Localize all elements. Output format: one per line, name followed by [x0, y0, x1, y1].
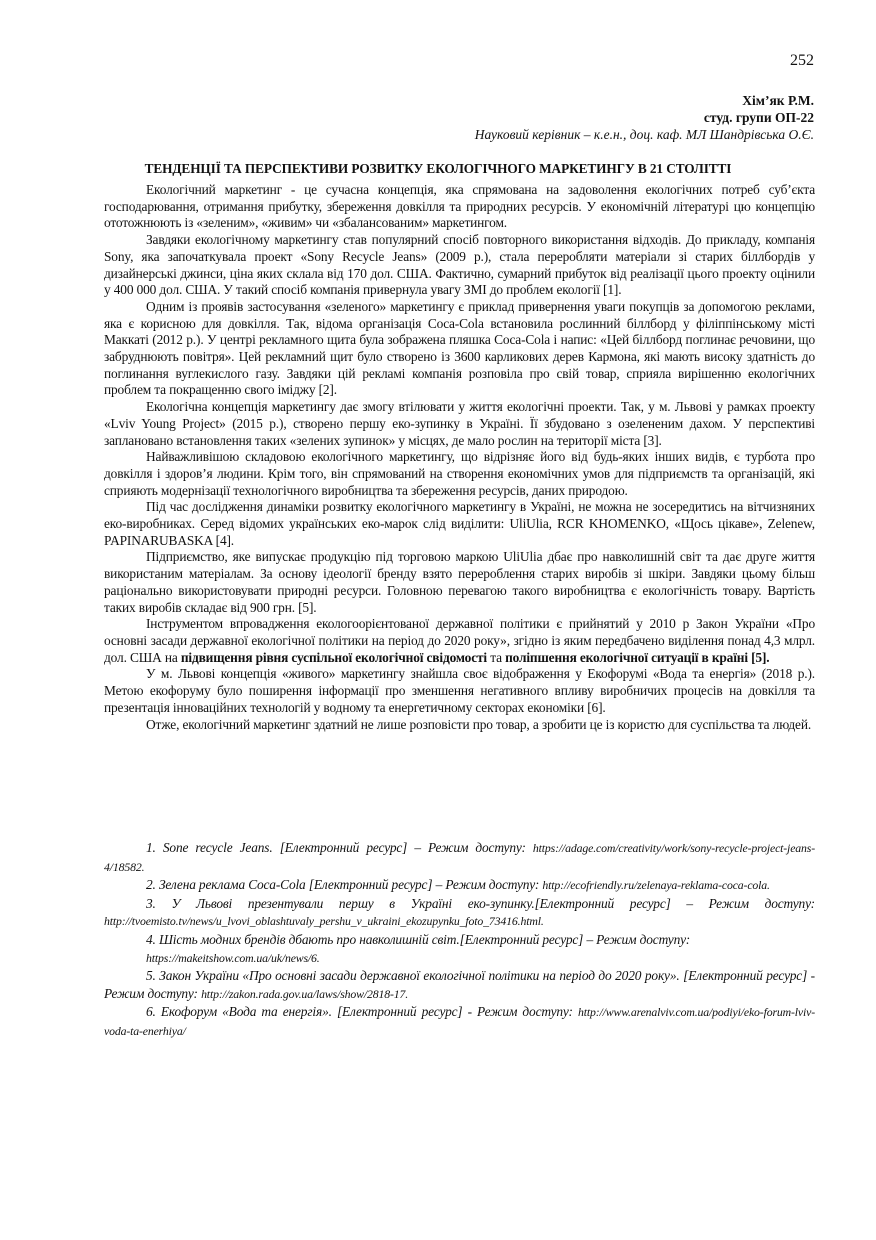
paragraph-law [104, 616, 815, 666]
reference-link[interactable]: http://www.arenalviv.com.ua/podiyi/eko-forum-lviv-voda-ta-enerhiya/ [104, 1005, 815, 1038]
reference-link[interactable]: http://ecofriendly.ru/zelenaya-reklama-coca-cola. [542, 878, 770, 893]
reference-link[interactable]: https://makeitshow.com.ua/uk/news/6. [146, 950, 320, 965]
reference-text: 2. Зелена реклама Coca-Cola [Електронний ресурс] – Режим доступу: [146, 877, 543, 893]
paragraph: Одним із проявів застосування «зеленого» маркетингу є приклад привернення уваги покупців за допомогою реклами, яка є корисною для довкілля. Так, відома організація Coca-Cola встановила рослинний біллборд у філіппінському місті Маккаті (2012 р.). У центрі рекламного щита була зображена пляшка Coca-Cola і напис: «Цей біллборд поглинає речовини, що забруднюють повітря». Цей рекламний щит було створено із 3600 карликових дерев Кармона, які мають високу здатність до поглинання вуглекислого газу. Завдяки цій рекламі компанія розповіла про свій товар, сприяла вирішенню екологічних проблем та покращенню свого іміджу [2]. [104, 298, 815, 398]
paragraph: Найважливішою складовою екологічного маркетингу, що відрізняє його від будь-яких інших видів, є турбота про довкілля і здоров’я людини. Крім того, він спрямований на створення економічних умов для підприємств та організацій, які сприяють модернізації технологічного виробництва та збереження ресурсів, даних природою. [104, 449, 815, 498]
reference-item [104, 931, 815, 967]
reference-link[interactable]: http://zakon.rada.gov.ua/laws/show/2818-17. [201, 986, 409, 1001]
paragraph-conclusion: Отже, екологічний маркетинг здатний не лише розповісти про товар, а зробити це із користю для суспільства та людей. [146, 716, 812, 732]
law-text: Інструментом впровадження екологоорієнтованої державної політики є прийнятий у 2010 р Закон України «Про основні засади державної екологічної політики на період до 2020 року», згідно із яким передбачено виділення понад 4,3 млрл. дол. США на [104, 616, 815, 665]
references-list [104, 839, 815, 1041]
reference-item [104, 895, 815, 931]
supervisor: Науковий керівник – к.е.н., доц. каф. МЛ Шандрівська О.Є. [474, 127, 814, 142]
paragraph: Підприємство, яке випускає продукцію під торговою маркою UliUlia дбає про навколишній світ та дає друге життя використаним матеріалам. За основу ідеології бренду взято перероблення старих виробів зі шкіри. Завдяки цьому більш раціонально використовувати природні ресурси. Головною перевагою такого виробництва є екологічність товару. Вартість таких виробів складає від 900 грн. [5]. [104, 549, 815, 615]
reference-link[interactable]: https://adage.com/creativity/work/sony-recycle-project-jeans-4/18582. [104, 841, 815, 874]
reference-text: 1. Sone recycle Jeans. [Електронний ресурс] – Режим доступу: [146, 840, 533, 855]
author-group: студ. групи ОП-22 [703, 110, 814, 125]
law-bold-1: підвищення рівня суспільної екологічної свідомості [180, 649, 487, 665]
page-number: 252 [790, 52, 814, 69]
paragraph: У м. Львові концепція «живого» маркетингу знайшла своє відображення у Екофорумі «Вода та енергія» (2018 р.). Метою екофоруму було поширення інформації про зменшення негативного впливу виробничих процесів на довкілля та презентація інноваційних технологій у водному та енергетичному секторах економіки [6]. [104, 666, 815, 715]
author-name: Хім’як Р.М. [742, 93, 814, 108]
reference-item [104, 839, 815, 876]
article-body [104, 182, 815, 733]
author-block [475, 92, 814, 143]
law-text-mid: та [487, 649, 506, 665]
reference-item [104, 876, 815, 895]
reference-text: 3. У Львові презентували першу в Україні еко-зупинку.[Електронний ресурс] – Режим доступу: [146, 895, 815, 911]
paragraph: Екологічний маркетинг - це сучасна концепція, яка спрямована на задоволення екологічних потреб суб’єкта господарювання, отримання прибутку, збереження довкілля та природних ресурсів. У економічній літературі цю концепцію ототожнюють із «зеленим», «живим» чи «збалансованим» маркетингом. [104, 182, 815, 231]
paragraph: Під час дослідження динаміки розвитку екологічного маркетингу в Україні, не можна не зосередитись на вітчизняних еко-виробниках. Серед відомих українських еко-марок слід виділити: UliUlia, RCR KHOMENKO, «Щось цікаве», Zelenew, PAPINARUBASKA [4]. [104, 499, 815, 548]
reference-text: 6. Екофорум «Вода та енергія». [Електронний ресурс] - Режим доступу: [146, 1004, 578, 1020]
article-title: ТЕНДЕНЦІЇ ТА ПЕРСПЕКТИВИ РОЗВИТКУ ЕКОЛОГІЧНОГО МАРКЕТИНГУ В 21 СТОЛІТТІ [144, 161, 732, 176]
paragraph: Екологічна концепція маркетингу дає змогу втілювати у життя екологічні проекти. Так, у м. Львові у рамках проекту «Lviv Young Project» (2015 р.), створено першу еко-зупинку в Україні. Її збудовано з озелененим дахом. У перспективі заплановано встановлення таких «зелених зупинок» у місцях, де мало рослин на території міста [3]. [104, 399, 815, 448]
reference-link[interactable]: http://tvoemisto.tv/news/u_lvovi_oblashtuvaly_pershu_v_ukraini_ekozupynku_foto_73416.html. [104, 914, 544, 929]
reference-text: 5. Закон України «Про основні засади державної екологічної політики на період до 2020 року». [Електронний ресурс] - Режим доступу: [104, 968, 815, 1001]
paragraph: Завдяки екологічному маркетингу став популярний спосіб повторного використання відходів. До прикладу, компанія Sony, яка започаткувала проект «Sony Recycle Jeans» (2009 р.), стала переробляти матеріали зі старих біллбордів у дизайнерські джинси, ціна яких склала від 170 дол. США. Фактично, сумарний прибуток від реалізації цього проекту оцінили у 400 000 дол. США. У такий спосіб компанія привернула увагу ЗМІ до проблем екології [1]. [104, 232, 815, 298]
reference-text: 4. Шість модних брендів дбають про навколишній світ.[Електронний ресурс] – Режим доступу: [146, 931, 691, 947]
reference-item [104, 967, 815, 1003]
law-bold-2: поліпшення екологічної ситуації в країні [5]. [505, 649, 770, 665]
reference-item [104, 1003, 815, 1040]
